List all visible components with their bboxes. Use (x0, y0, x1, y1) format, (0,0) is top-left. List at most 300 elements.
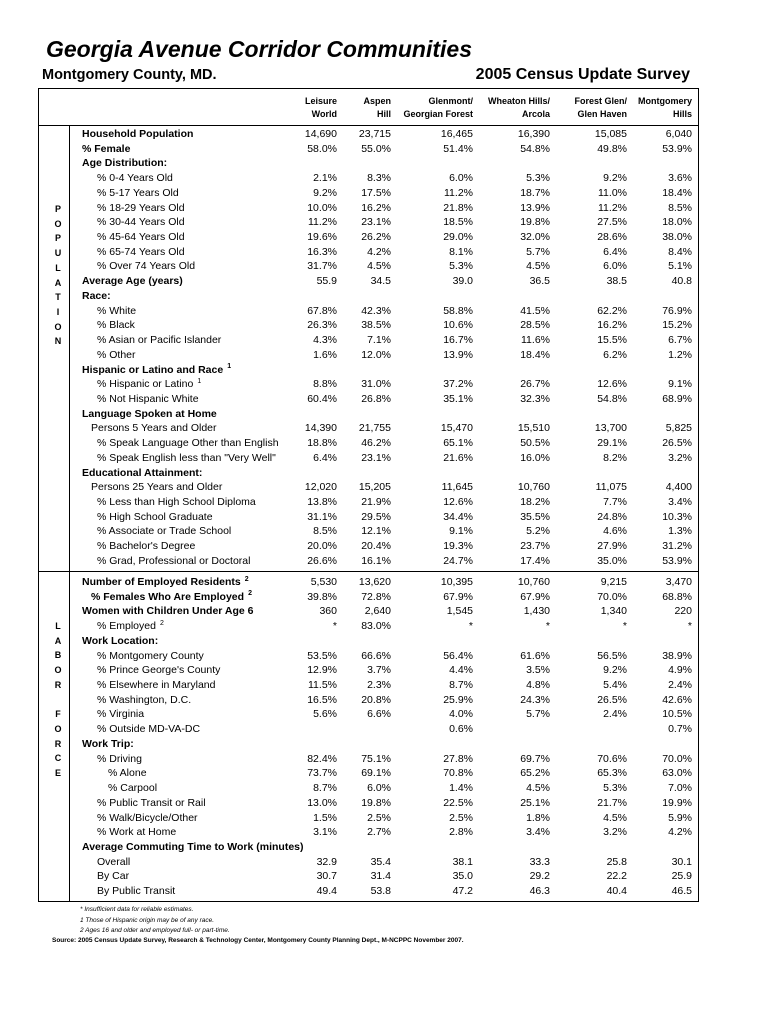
table-cell: 5.4% (603, 679, 627, 692)
table-row (0, 539, 768, 554)
row-label-text: % 45-64 Years Old (97, 231, 185, 244)
table-row (0, 649, 768, 664)
table-cell: 11,075 (595, 481, 627, 494)
row-label (97, 510, 213, 525)
row-label (97, 619, 164, 634)
table-cell: 27.8% (443, 752, 473, 765)
table-cell: 4.3% (313, 334, 337, 347)
table-cell: 6.0% (367, 782, 391, 795)
table-cell: 18.2% (520, 496, 550, 508)
row-label (82, 407, 217, 422)
table-cell: 17.5% (361, 186, 391, 199)
table-row (0, 201, 768, 216)
row-label-text: % Work at Home (97, 826, 177, 839)
table-cell: 18.4% (520, 348, 550, 361)
table-cell: 29.0% (443, 231, 473, 244)
table-cell: 35.0 (452, 870, 473, 883)
table-row (0, 142, 768, 157)
table-cell: 2,640 (364, 605, 391, 618)
row-label (97, 318, 135, 333)
table-row (0, 869, 768, 884)
table-cell: 5,530 (310, 576, 337, 588)
table-cell: 14,690 (304, 128, 337, 140)
table-cell: 11.2% (308, 216, 337, 229)
table-cell: 0.6% (449, 723, 473, 736)
table-cell: 22.5% (443, 796, 473, 809)
row-label (97, 348, 136, 363)
table-cell: 21,755 (358, 422, 391, 435)
table-cell: 63.0% (662, 767, 692, 780)
footnotes (80, 905, 230, 937)
column-header-line2: Hill (376, 109, 391, 119)
table-cell: 13,700 (594, 422, 627, 435)
row-label-text: % Virginia (97, 708, 145, 721)
table-row (0, 377, 768, 392)
table-cell: 38.1 (452, 855, 473, 868)
table-cell: 10,760 (517, 576, 550, 588)
row-label-text: Average Age (years) (82, 275, 183, 288)
table-cell: 10.5% (662, 708, 692, 721)
table-cell: 4.5% (526, 782, 550, 795)
table-cell: 9.2% (603, 172, 627, 185)
county-subtitle: Montgomery County, MD. (42, 67, 217, 83)
table-cell: 5.1% (668, 260, 692, 273)
table-cell: 6.4% (603, 245, 627, 258)
table-cell: 1.3% (668, 525, 692, 538)
table-cell: 53.9% (662, 142, 692, 155)
section-letter: R (54, 738, 62, 749)
table-cell: 5.7% (526, 708, 550, 721)
footnote-insufficient: * Insufficient data for reliable estimates. (80, 906, 194, 913)
table-cell: 37.2% (443, 378, 473, 391)
table-cell: 8.8% (313, 378, 337, 391)
table-cell: 7.7% (603, 496, 627, 508)
table-cell: 38.0% (662, 231, 692, 244)
table-cell: 15.5% (597, 334, 627, 347)
table-cell: 70.8% (443, 767, 473, 780)
row-label-text: Overall (97, 855, 131, 868)
table-cell: 5.6% (313, 708, 337, 721)
row-label-text: % Elsewhere in Maryland (97, 679, 216, 692)
table-cell: 23,715 (358, 128, 391, 140)
table-cell: 3.7% (367, 664, 391, 677)
table-cell: 2.1% (313, 172, 337, 185)
table-cell: 25.9 (671, 870, 692, 883)
column-header-line2: Georgian Forest (403, 109, 473, 119)
table-cell: 24.8% (597, 510, 627, 523)
table-cell: 6.0% (449, 172, 473, 185)
row-label-text: % 65-74 Years Old (97, 245, 185, 258)
table-cell: 24.7% (443, 554, 473, 567)
row-label (97, 230, 185, 245)
table-cell: 2.7% (367, 826, 391, 839)
table-cell: 16.0% (520, 451, 550, 464)
table-cell: 16.3% (307, 245, 337, 258)
table-cell: 1,340 (600, 605, 627, 618)
table-cell: 23.1% (361, 451, 391, 464)
table-cell: 5,825 (665, 422, 692, 435)
table-row (0, 304, 768, 319)
table-row (0, 171, 768, 186)
table-cell: 39.0 (452, 275, 473, 288)
table-cell: 46.5 (671, 885, 692, 898)
table-cell: 4.8% (526, 679, 550, 692)
footnote-marker: 2 (248, 590, 252, 598)
table-cell: 19.3% (443, 540, 473, 553)
row-label-text: % Over 74 Years Old (97, 260, 196, 273)
table-cell: 4.2% (668, 826, 692, 839)
row-label (82, 634, 158, 649)
table-cell: 73.7% (307, 767, 337, 780)
table-cell: 42.6% (662, 693, 692, 706)
column-header-line1: Montgomery (638, 96, 692, 106)
table-cell: 0.7% (668, 723, 692, 736)
table-cell: 61.6% (520, 649, 550, 662)
table-cell: 12,020 (304, 481, 337, 494)
table-cell: 38.5% (361, 319, 391, 332)
table-cell: 12.0% (361, 348, 391, 361)
table-cell: 17.4% (520, 554, 550, 567)
table-cell: 13.8% (307, 496, 337, 508)
table-cell: 8.7% (449, 679, 473, 692)
row-label-text: % 18-29 Years Old (97, 201, 185, 214)
table-cell: 23.7% (520, 540, 550, 553)
row-label (97, 495, 256, 510)
table-cell: 28.5% (520, 319, 550, 332)
table-cell: 3.4% (668, 496, 692, 508)
table-cell: 65.3% (597, 767, 627, 780)
table-cell: 19.6% (307, 231, 337, 244)
table-cell: 7.1% (367, 334, 391, 347)
row-label (82, 840, 304, 855)
table-cell: 3,470 (665, 576, 692, 588)
table-row (0, 407, 768, 422)
table-cell: * (468, 620, 473, 633)
table-cell: 8.5% (313, 525, 337, 538)
section-letter: R (54, 679, 62, 690)
table-row (0, 127, 768, 142)
table-row (0, 825, 768, 840)
table-row (0, 766, 768, 781)
row-label (82, 127, 193, 142)
table-cell: 20.4% (361, 540, 391, 553)
row-label (97, 752, 142, 767)
table-cell: 70.0% (662, 752, 692, 765)
table-cell: 10,395 (440, 576, 473, 588)
table-row (0, 678, 768, 693)
row-label (82, 156, 167, 171)
table-cell: 13,620 (358, 576, 391, 588)
row-label (97, 201, 185, 216)
row-label (97, 811, 198, 826)
table-cell: 1.4% (449, 782, 473, 795)
table-cell: 49.4 (316, 885, 337, 898)
table-cell: 55.0% (361, 142, 391, 155)
table-cell: 6.7% (668, 334, 692, 347)
table-row (0, 855, 768, 870)
table-cell: 360 (319, 605, 337, 618)
row-label-text: % Carpool (108, 782, 158, 795)
table-cell: 11.2% (598, 201, 627, 214)
table-cell: 220 (674, 605, 692, 618)
table-cell: 12.6% (443, 496, 473, 508)
table-cell: 53.5% (307, 649, 337, 662)
table-cell: 82.4% (307, 752, 337, 765)
table-cell: 50.5% (520, 437, 550, 450)
row-label-text: % Prince George's County (97, 664, 221, 677)
table-cell: 3.4% (526, 826, 550, 839)
row-label (97, 825, 176, 840)
table-cell: 30.7 (316, 870, 337, 883)
row-label (82, 363, 231, 378)
section-letter: I (56, 306, 60, 317)
table-cell: 4.2% (367, 245, 391, 258)
table-cell: 1,545 (446, 605, 473, 618)
table-cell: 20.0% (307, 540, 337, 553)
table-cell: 40.4 (606, 885, 627, 898)
table-cell: 58.8% (443, 304, 473, 317)
table-cell: 3.1% (313, 826, 337, 839)
table-cell: 35.0% (597, 554, 627, 567)
table-cell: 35.1% (443, 392, 473, 405)
table-cell: 11.2% (444, 186, 473, 199)
row-label-text: % Driving (97, 752, 142, 765)
row-label (82, 142, 130, 157)
table-cell: 25.9% (443, 693, 473, 706)
table-cell: 35.4 (370, 855, 391, 868)
row-label (97, 259, 195, 274)
column-header-line2: Arcola (521, 109, 550, 119)
table-cell: 39.8% (307, 590, 337, 603)
table-cell: 46.3 (529, 885, 550, 898)
table-cell: 12.9% (307, 664, 337, 677)
table-row (0, 245, 768, 260)
table-cell: 5.9% (668, 811, 692, 824)
row-label-text: % Hispanic or Latino (97, 378, 194, 391)
column-header-line1: Aspen (363, 96, 391, 106)
table-cell: 68.8% (662, 590, 692, 603)
table-cell: 1,430 (523, 605, 550, 618)
section-letter: P (54, 233, 61, 244)
page-title: Georgia Avenue Corridor Communities (46, 36, 472, 62)
table-cell: 2.4% (668, 679, 692, 692)
table-cell: 4.5% (526, 260, 550, 273)
row-label-text: % Not Hispanic White (97, 392, 199, 405)
table-row (0, 392, 768, 407)
table-row (0, 781, 768, 796)
table-row (0, 590, 768, 605)
table-cell: 21.6% (443, 451, 473, 464)
table-cell: 15,085 (594, 128, 627, 140)
section-letter: E (54, 768, 61, 778)
table-cell: 69.1% (361, 767, 391, 780)
table-cell: 6.0% (603, 260, 627, 273)
table-cell: 65.1% (443, 437, 473, 450)
table-cell: 8.2% (603, 451, 627, 464)
table-cell: 1.2% (668, 348, 692, 361)
row-label-text: % 0-4 Years Old (97, 172, 173, 185)
table-cell: 25.1% (520, 796, 550, 809)
footnote-marker: 1 (197, 377, 202, 385)
row-label (97, 245, 185, 260)
table-cell: 12.1% (361, 525, 391, 538)
column-header (305, 95, 337, 121)
table-row (0, 348, 768, 363)
table-row (0, 186, 768, 201)
table-cell: * (687, 620, 692, 633)
table-row (0, 451, 768, 466)
table-cell: 18.8% (307, 437, 337, 450)
table-cell: 41.5% (520, 304, 550, 317)
table-cell: 7.0% (668, 782, 692, 795)
row-label-text: Hispanic or Latino and Race (82, 363, 224, 376)
section-letter: O (54, 321, 62, 332)
table-cell: 32.0% (520, 231, 550, 244)
table-cell: 19.8% (361, 796, 391, 809)
row-label (97, 678, 215, 693)
survey-subtitle: 2005 Census Update Survey (475, 66, 690, 83)
table-cell: 31.4 (370, 870, 391, 883)
table-cell: 3.2% (668, 451, 692, 464)
row-label-text: Educational Attainment: (82, 466, 203, 479)
row-label-text: Women with Children Under Age 6 (82, 605, 254, 618)
row-label-text: % Alone (108, 767, 147, 780)
table-cell: 67.9% (443, 590, 473, 603)
row-label (97, 171, 173, 186)
table-row (0, 619, 768, 634)
table-cell: 26.2% (361, 231, 391, 244)
section-letter: N (54, 336, 62, 347)
table-cell: * (545, 620, 550, 633)
table-row (0, 752, 768, 767)
row-label (97, 215, 185, 230)
table-cell: 27.9% (597, 540, 627, 553)
row-label (97, 539, 195, 554)
row-label-text: Average Commuting Time to Work (minutes) (82, 840, 304, 853)
table-cell: 26.8% (361, 392, 391, 405)
row-label (97, 649, 204, 664)
footnote-marker: 2 (244, 575, 249, 583)
table-cell: 38.9% (662, 649, 692, 662)
row-label (97, 304, 136, 319)
table-cell: 5.2% (526, 525, 550, 538)
table-cell: 18.7% (520, 186, 550, 199)
table-cell: 2.8% (449, 826, 473, 839)
table-row (0, 554, 768, 569)
row-label (97, 377, 201, 392)
table-cell: 66.6% (361, 649, 391, 662)
table-cell: 13.0% (307, 796, 337, 809)
table-cell: 29.5% (361, 510, 391, 523)
table-cell: 47.2 (452, 885, 473, 898)
table-row (0, 840, 768, 855)
row-label (97, 392, 199, 407)
table-cell: 10,760 (517, 481, 550, 494)
table-cell: 4,400 (665, 481, 692, 494)
table-row (0, 604, 768, 619)
row-label (97, 186, 179, 201)
table-cell: 56.4% (443, 649, 473, 662)
table-cell: 42.3% (361, 304, 391, 317)
row-label-text: % Asian or Pacific Islander (97, 334, 222, 347)
table-row (0, 884, 768, 899)
table-cell: 18.5% (443, 216, 473, 229)
header-divider (38, 125, 699, 126)
table-cell: 28.6% (597, 231, 627, 244)
table-cell: 62.2% (597, 304, 627, 317)
section-letter: T (55, 292, 61, 303)
table-row (0, 722, 768, 737)
section-letter: B (54, 650, 62, 661)
table-cell: 9.1% (668, 378, 692, 391)
table-cell: 26.5% (597, 693, 627, 706)
table-cell: 35.5% (520, 510, 550, 523)
table-cell: 27.5% (597, 216, 627, 229)
table-cell: 21.9% (361, 496, 391, 508)
table-cell: * (622, 620, 627, 633)
row-label-text: % Washington, D.C. (97, 693, 192, 706)
table-row (0, 693, 768, 708)
table-row (0, 663, 768, 678)
table-cell: 13.9% (443, 348, 473, 361)
row-label (97, 722, 200, 737)
row-label-text: % Associate or Trade School (97, 525, 232, 538)
row-label-text: % 5-17 Years Old (97, 186, 179, 199)
table-cell: 46.2% (361, 437, 391, 450)
table-cell: 2.4% (603, 708, 627, 721)
table-cell: 9.1% (449, 525, 473, 538)
row-label (91, 421, 217, 436)
section-letter: O (54, 218, 62, 229)
footnote-marker: 2 (159, 619, 164, 627)
table-cell: 21.7% (597, 796, 627, 809)
column-header-line1: Glenmont/ (428, 96, 473, 106)
row-label-text: % High School Graduate (97, 510, 213, 523)
table-cell: 30.1 (671, 855, 692, 868)
table-cell: 8.1% (449, 245, 473, 258)
table-cell: 13.9% (520, 201, 550, 214)
table-cell: 4.4% (449, 664, 473, 677)
table-cell: 4.9% (668, 664, 692, 677)
column-header (574, 95, 627, 121)
row-label (97, 333, 221, 348)
row-label-text: % Public Transit or Rail (97, 796, 206, 809)
table-cell: 16,465 (440, 128, 473, 140)
table-cell: 10.0% (307, 201, 337, 214)
table-row (0, 634, 768, 649)
table-cell: 9,215 (600, 576, 627, 588)
row-label (82, 289, 111, 304)
table-cell: 18.0% (662, 216, 692, 229)
table-cell: 9.2% (313, 186, 337, 199)
row-label (97, 524, 231, 539)
table-cell: 31.1% (307, 510, 337, 523)
row-label (97, 451, 276, 466)
table-cell: 68.9% (662, 392, 692, 405)
table-cell: 3.2% (603, 826, 627, 839)
table-cell: 34.4% (443, 510, 473, 523)
row-label-text: Work Location: (82, 634, 159, 647)
table-cell: 72.8% (361, 590, 391, 603)
table-cell: 10.6% (443, 319, 473, 332)
table-cell: 2.5% (367, 811, 391, 824)
table-cell: 6,040 (665, 128, 692, 140)
table-row (0, 259, 768, 274)
row-label (97, 869, 129, 884)
row-label (82, 737, 134, 752)
table-row (0, 318, 768, 333)
table-cell: 1.8% (526, 811, 550, 824)
